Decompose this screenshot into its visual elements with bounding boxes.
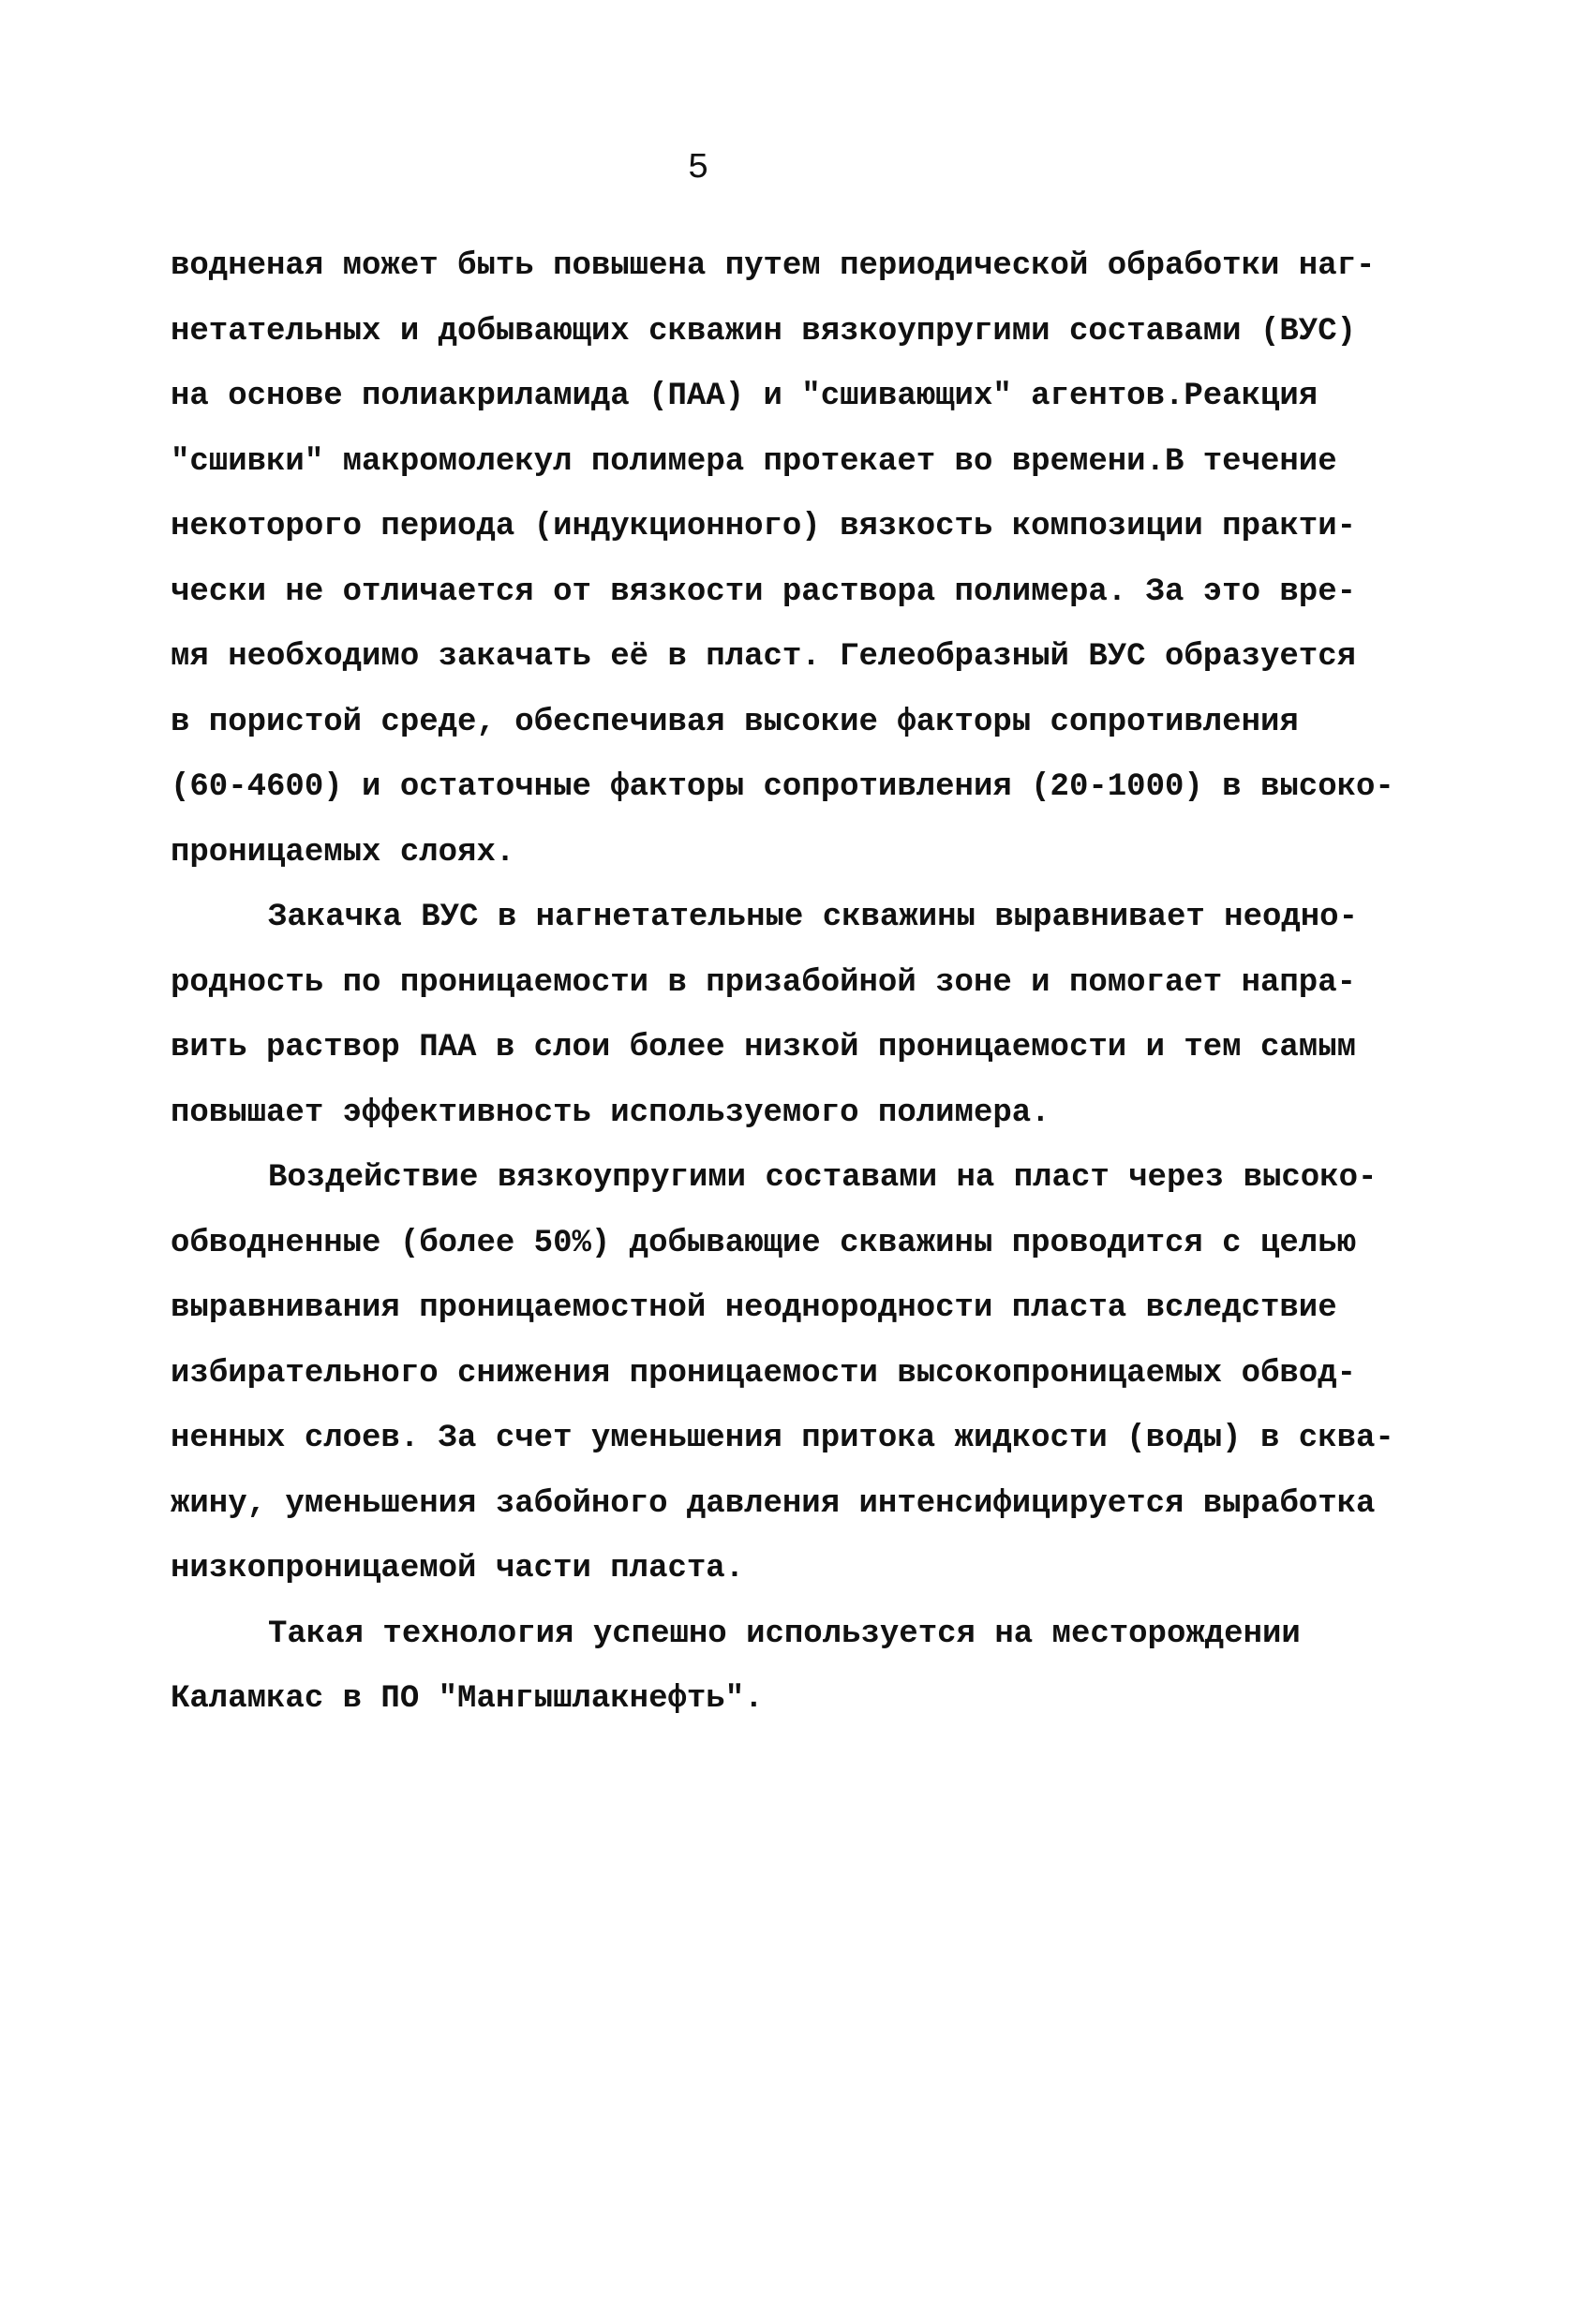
text-line: "сшивки" макромолекул полимера протекает во времени.В течение: [171, 443, 1337, 480]
text-line: в пористой среде, обеспечивая высокие факторы сопротивления: [171, 704, 1299, 740]
text-line: жину, уменьшения забойного давления интенсифицируется выработка: [171, 1485, 1376, 1522]
text-line: обводненные (более 50%) добывающие скважины проводится с целью: [171, 1225, 1357, 1261]
text-line: Каламкас в ПО "Мангышлакнефть".: [171, 1681, 764, 1717]
text-line: повышает эффективность используемого полимера.: [171, 1095, 1050, 1131]
text-line: на основе полиакриламида (ПАА) и "сшивающих" агентов.Реакция: [171, 379, 1318, 414]
text-line: чески не отличается от вязкости раствора полимера. За это вре-: [171, 574, 1357, 610]
text-line: вить раствор ПАА в слои более низкой проницаемости и тем самым: [171, 1030, 1357, 1065]
text-line: ненных слоев. За счет уменьшения притока жидкости (воды) в сква-: [171, 1421, 1394, 1456]
text-line: (60-4600) и остаточные факторы сопротивления (20-1000) в высоко-: [171, 769, 1394, 805]
body-text: [171, 234, 1445, 1733]
paragraph-first-line: Воздействие вязкоупругими составами на пласт через высоко-: [268, 1160, 1378, 1196]
text-line: избирательного снижения проницаемости высокопроницаемых обвод-: [171, 1355, 1357, 1392]
text-line: проницаемых слоях.: [171, 834, 515, 871]
text-line: родность по проницаемости в призабойной зоне и помогает напра-: [171, 964, 1357, 1001]
text-line: некоторого периода (индукционного) вязкость композиции практи-: [171, 509, 1357, 544]
text-line: нетательных и добывающих скважин вязкоупругими составами (ВУС): [171, 313, 1357, 350]
paragraph-first-line: Закачка ВУС в нагнетательные скважины выравнивает неодно-: [268, 900, 1358, 935]
text-line: водненая может быть повышена путем периодической обработки наг-: [171, 248, 1376, 284]
text-line: мя необходимо закачать её в пласт. Гелеобразный ВУС образуется: [171, 639, 1357, 675]
text-line: выравнивания проницаемостной неоднородности пласта вследствие: [171, 1290, 1337, 1326]
text-line: низкопроницаемой части пласта.: [171, 1551, 745, 1587]
page-number: 5: [687, 148, 709, 188]
paragraph-first-line: Такая технология успешно используется на месторождении: [268, 1616, 1301, 1652]
